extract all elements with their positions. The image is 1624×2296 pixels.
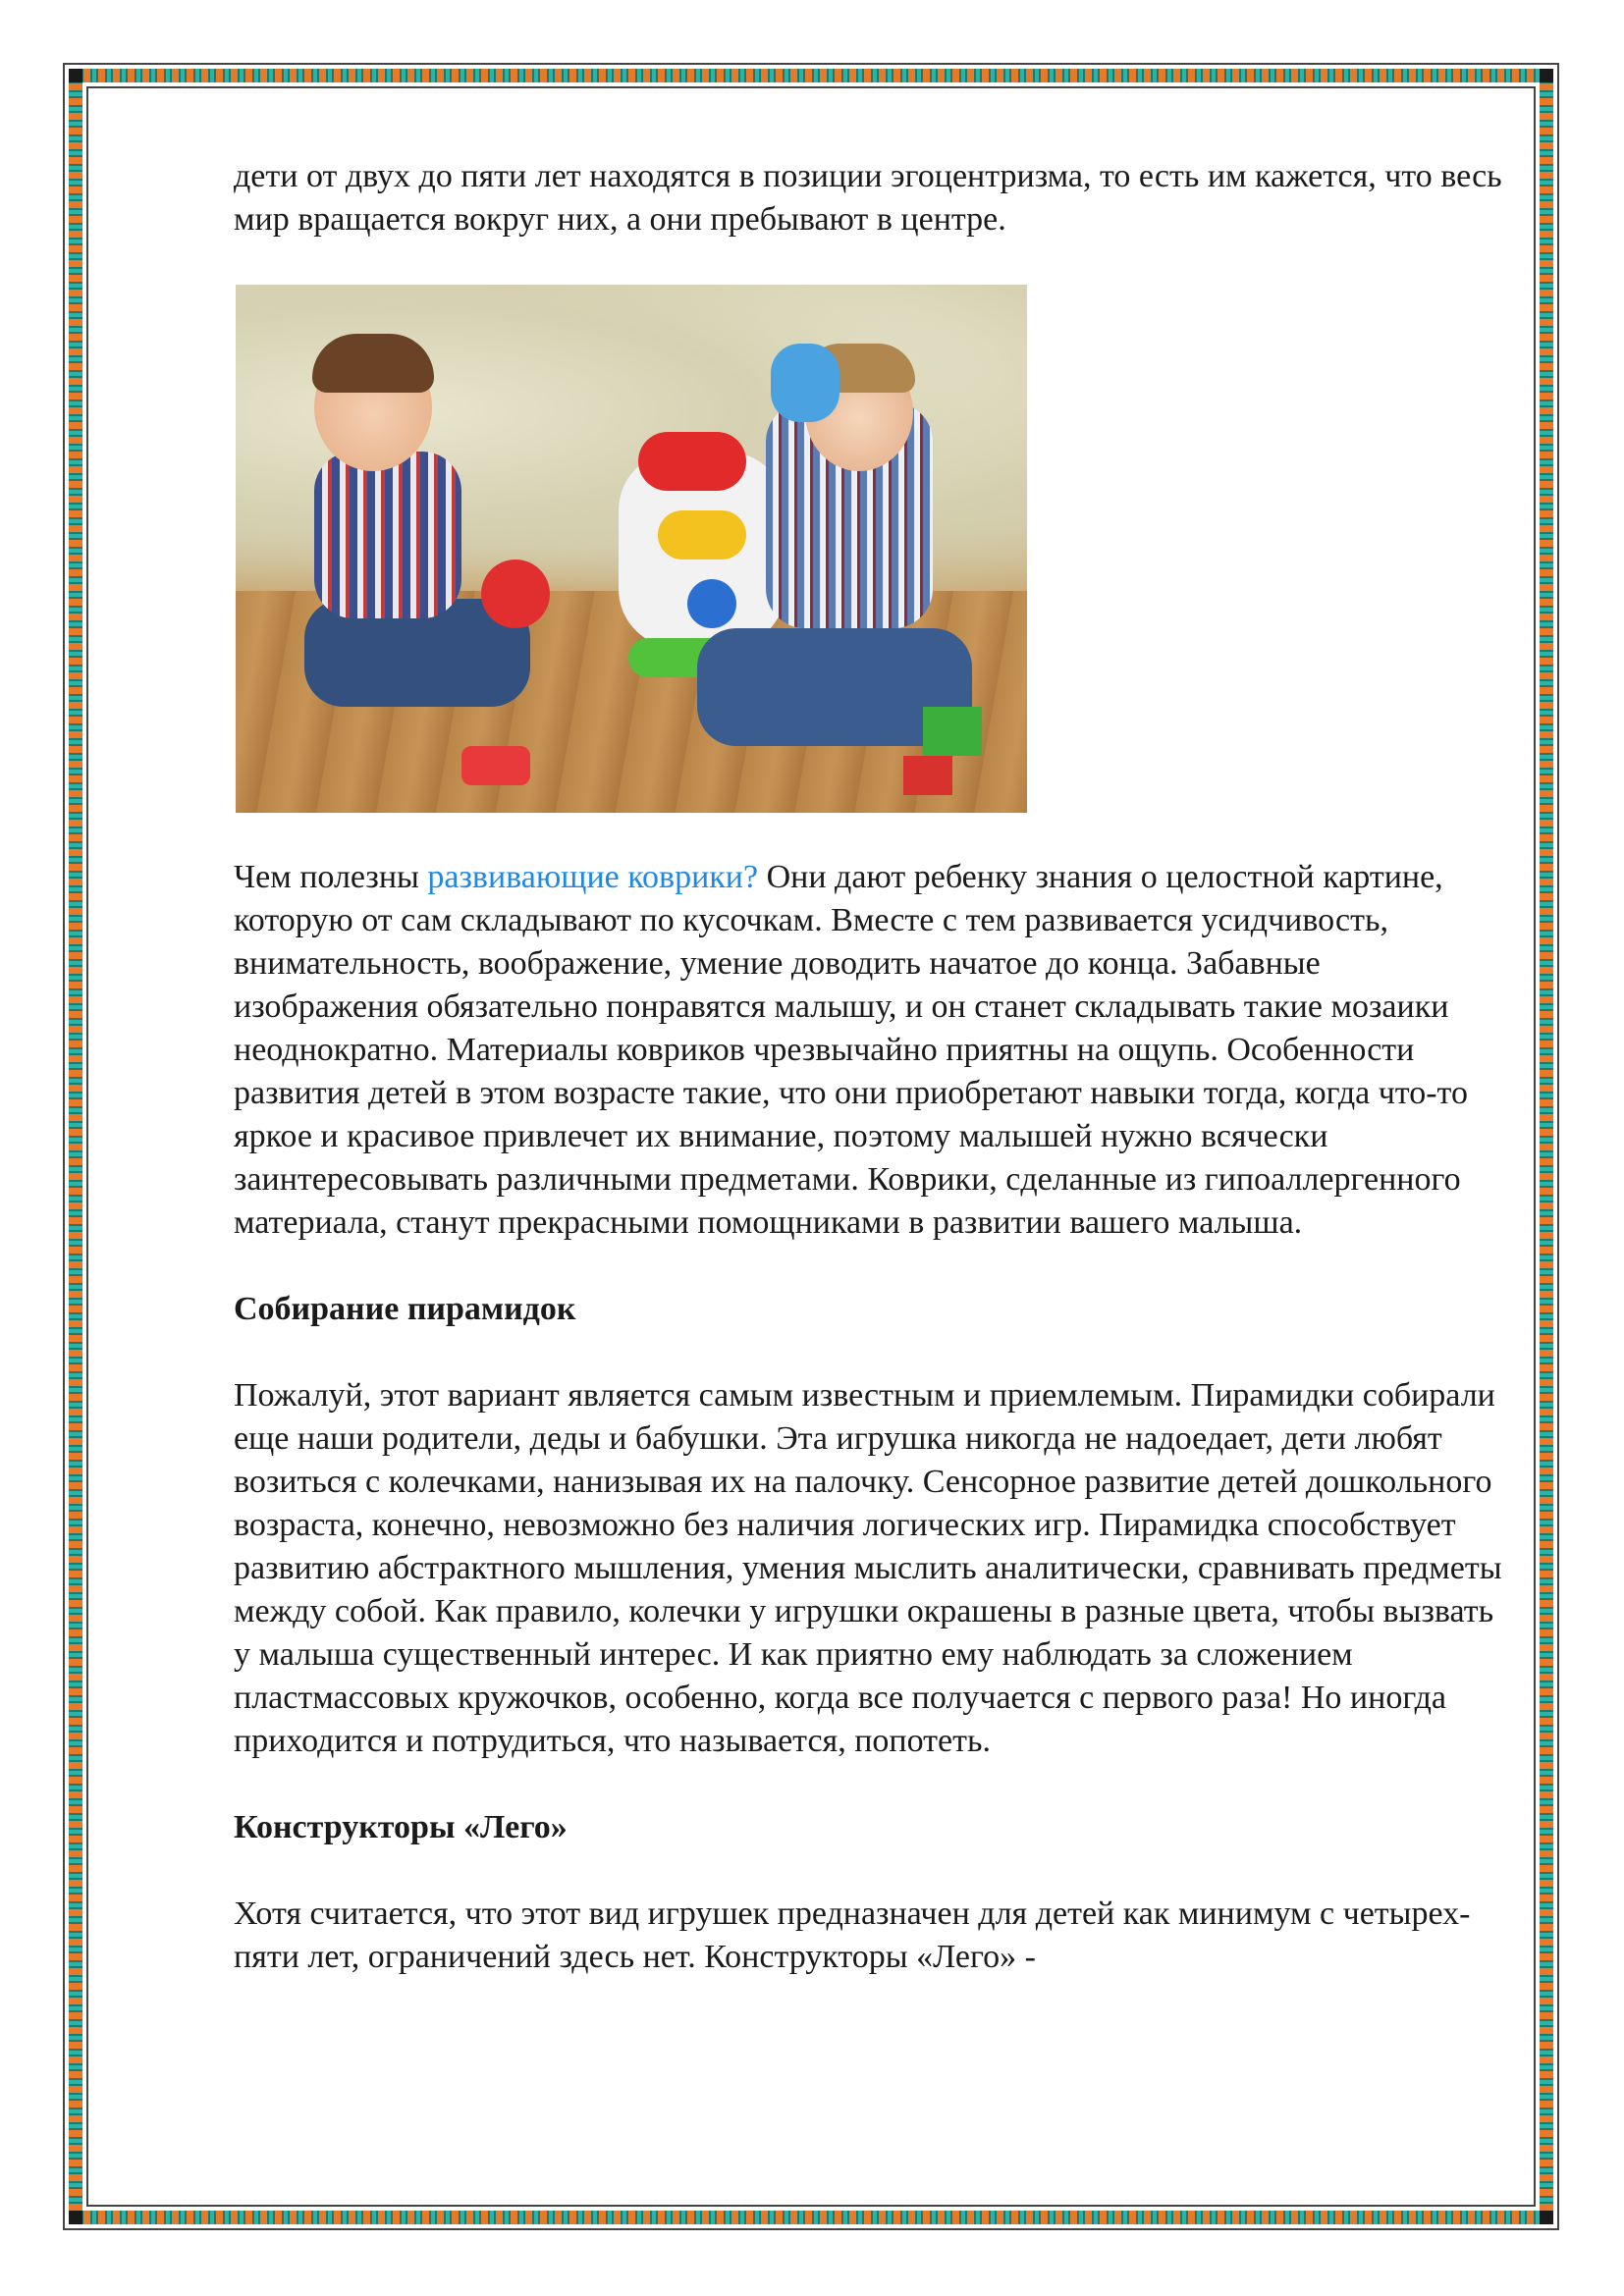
mats-text-before-link: Чем полезны xyxy=(234,859,428,895)
page-border-corner xyxy=(69,69,82,82)
photo-blue-cup xyxy=(771,344,839,422)
document-content xyxy=(234,155,1510,1979)
pyramids-heading: Собирание пирамидок xyxy=(234,1291,576,1327)
photo-toy-block xyxy=(903,756,952,795)
photo-toy-block xyxy=(923,707,982,756)
children-playing-photo xyxy=(236,285,1027,813)
intro-paragraph: дети от двух до пяти лет находятся в позиции эгоцентризма, то есть им кажется, что весь мир вращается вокруг них, а они пребывают в центре. xyxy=(234,158,1502,238)
page-border-right xyxy=(1540,69,1553,2224)
page-border-corner xyxy=(69,2211,82,2224)
pyramids-paragraph: Пожалуй, этот вариант является самым известным и приемлемым. Пирамидки собирали еще наши родители, деды и бабушки. Эта игрушка никогда не надоедает, дети любят возиться с колечками, нанизывая их на палочку. Сенсорное развитие детей дошкольного возраста, конечно, невозможно без наличия логических игр. Пирамидка способствует развитию абстрактного мышления, умения мыслить аналитически, сравнивать предметы между собой. Как правило, колечки у игрушки окрашены в разные цвета, чтобы вызвать у малыша существенный интерес. И как приятно ему наблюдать за сложением пластмассовых кружочков, особенно, когда все получается с первого раза! Но иногда приходится и потрудиться, что называется, попотеть. xyxy=(234,1377,1502,1759)
page-border-left xyxy=(69,69,82,2224)
photo-red-cup xyxy=(481,560,550,628)
page-border-top xyxy=(69,69,1553,82)
developmental-mats-link[interactable]: развивающие коврики? xyxy=(427,859,759,895)
lego-paragraph: Хотя считается, что этот вид игрушек предназначен для детей как минимум с четырех-пяти лет, ограничений здесь нет. Конструкторы «Лего» - xyxy=(234,1896,1471,1975)
page-border-bottom xyxy=(69,2211,1553,2224)
page-border-corner xyxy=(1540,69,1553,82)
photo-toy-car xyxy=(461,746,530,785)
photo-toy-blue-part xyxy=(687,579,736,628)
photo-child-left-shirt xyxy=(314,452,461,618)
mats-paragraph xyxy=(234,856,1510,1245)
photo-toy-red-part xyxy=(638,432,746,491)
photo-toy-yellow-part xyxy=(658,510,746,560)
page-border-corner xyxy=(1540,2211,1553,2224)
photo-child-left-hair xyxy=(312,334,434,393)
mats-text-after-link: Они дают ребенку знания о целостной картине, которую от сам складывают по кусочкам. Вместе с тем развивается усидчивость, внимательность, воображение, умение доводить начатое до конца. Забавные изображения обязательно понравятся малышу, и он станет складывать такие мозаики неоднократно. Материалы ковриков чрезвычайно приятны на ощупь. Особенности развития детей в этом возрасте такие, что они приобретают навыки тогда, когда что-то яркое и красивое привлечет их внимание, поэтому малышей нужно всячески заинтересовывать различными предметами. Коврики, сделанные из гипоаллергенного материала, станут прекрасными помощниками в развитии вашего малыша. xyxy=(234,859,1468,1241)
lego-heading: Конструкторы «Лего» xyxy=(234,1809,568,1845)
